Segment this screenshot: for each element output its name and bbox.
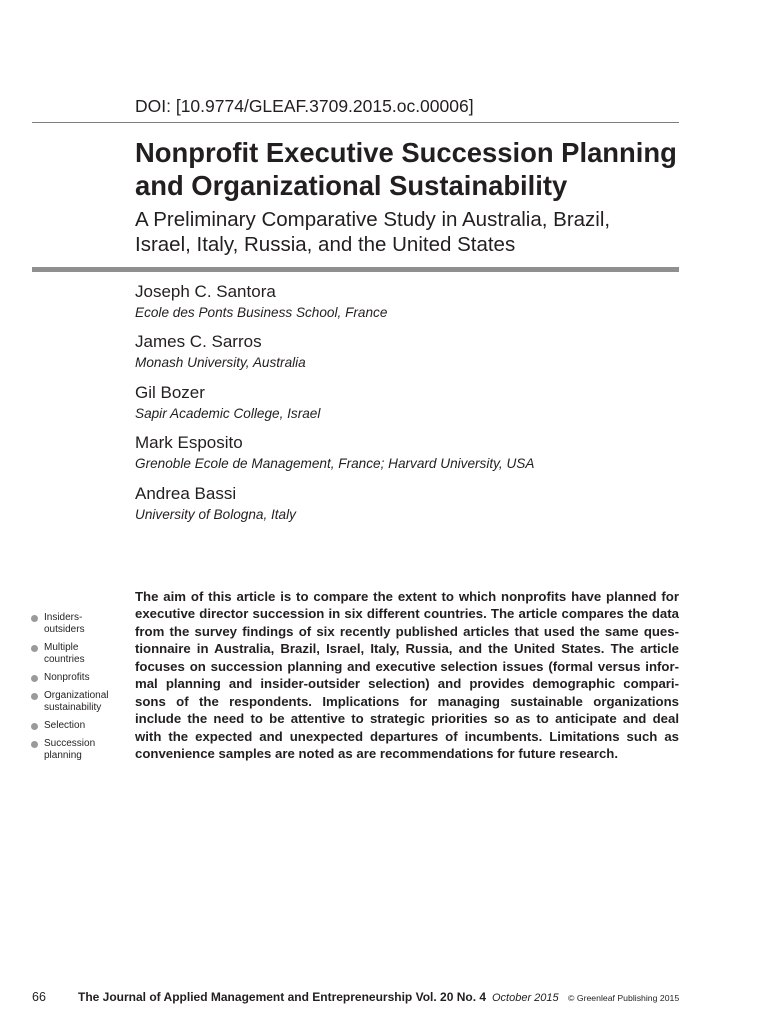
author-affiliation: University of Bologna, Italy: [135, 506, 296, 522]
author-entry: [135, 432, 534, 474]
abstract-line: The aim of this article is to compare the extent to which nonprofits have planned for: [135, 589, 679, 604]
author-entry: [135, 281, 534, 323]
bullet-icon: [31, 675, 38, 682]
keyword-label: Organizational sustainability: [44, 690, 109, 713]
doi-text: DOI: [10.9774/GLEAF.3709.2015.oc.00006]: [135, 96, 474, 116]
author-affiliation: Grenoble Ecole de Management, France; Harvard University, USA: [135, 456, 535, 471]
page-number: 66: [32, 990, 46, 1004]
bullet-icon: [31, 741, 38, 748]
author-affiliation: Monash University, Australia: [135, 355, 306, 370]
abstract-line: sons of the respondents. Implications for managing sustainable organizations: [135, 693, 679, 709]
abstract-line: tionnaire in Australia, Brazil, Israel, Italy, Russia, and the United States. The article: [135, 641, 679, 657]
keyword-item: [31, 690, 112, 714]
abstract-line: from the survey findings of six recently published articles that used the same ques-: [135, 623, 679, 639]
article-title: Nonprofit Executive Succession Planning and Organizational Sustainability: [135, 137, 677, 201]
author-entry: [135, 331, 534, 373]
abstract: [135, 588, 679, 763]
keyword-label: Succession planning: [44, 738, 96, 761]
title-divider: [32, 267, 679, 272]
copyright-notice: © Greenleaf Publishing 2015: [568, 993, 680, 1003]
author-entry: [135, 483, 534, 525]
journal-name: The Journal of Applied Management and Entrepreneurship Vol. 20 No. 4: [78, 990, 487, 1004]
keyword-label: Multiple countries: [44, 642, 85, 665]
author-name: James C. Sarros: [135, 332, 262, 351]
bullet-icon: [31, 615, 38, 622]
author-name: Joseph C. Santora: [135, 281, 276, 301]
keyword-item: [31, 612, 112, 636]
article-subtitle: A Preliminary Comparative Study in Australia, Brazil, Israel, Italy, Russia, and the United States: [135, 208, 611, 256]
keyword-label: Selection: [44, 720, 86, 731]
author-list: [135, 281, 534, 534]
keyword-list: [31, 612, 112, 768]
author-affiliation: Sapir Academic College, Israel: [135, 405, 321, 421]
author-affiliation: Ecole des Ponts Business School, France: [135, 304, 388, 320]
issue-date: October 2015: [492, 992, 559, 1004]
keyword-item: [31, 720, 112, 732]
abstract-line: with the expected and unexpected departures of incumbents. Limitations such as: [135, 728, 679, 744]
abstract-line: executive director succession in six different countries. The article compares the data: [135, 606, 679, 622]
bullet-icon: [31, 723, 38, 730]
author-entry: [135, 382, 534, 424]
page-footer: [32, 990, 679, 1004]
keyword-item: [31, 672, 112, 684]
author-name: Mark Esposito: [135, 433, 243, 452]
abstract-line: include the need to be attentive to strategic priorities so as to anticipate and deal: [135, 711, 679, 727]
author-name: Gil Bozer: [135, 382, 205, 402]
abstract-line: focuses on succession planning and executive selection issues (formal versus infor-: [135, 658, 679, 674]
header-rule: [32, 122, 679, 123]
bullet-icon: [31, 645, 38, 652]
author-name: Andrea Bassi: [135, 483, 237, 503]
keyword-label: Insiders-outsiders: [44, 612, 85, 635]
bullet-icon: [31, 693, 38, 700]
keyword-label: Nonprofits: [44, 672, 90, 683]
abstract-line: mal planning and insider-outsider selection) and provides demographic compari-: [135, 676, 679, 692]
keyword-item: [31, 642, 112, 666]
abstract-line: convenience samples are noted as are recommendations for future research.: [135, 746, 618, 762]
keyword-item: [31, 738, 112, 762]
